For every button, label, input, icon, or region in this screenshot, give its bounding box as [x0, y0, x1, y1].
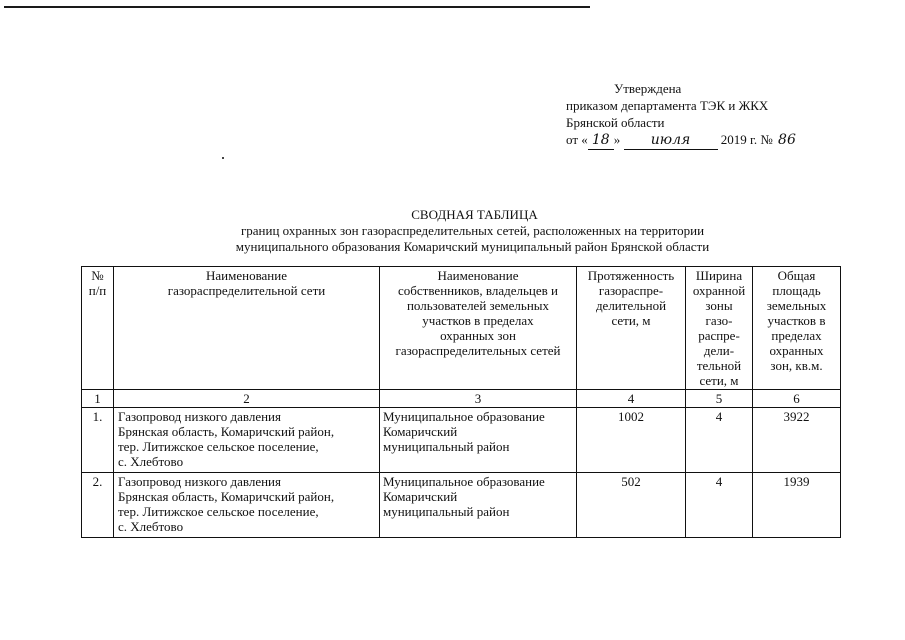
- area-cell: 1939: [753, 473, 841, 538]
- owner-cell: [380, 473, 577, 538]
- summary-table: [81, 266, 841, 538]
- width-cell: 4: [686, 473, 753, 538]
- column-number: 1: [82, 390, 114, 408]
- header-cell-number: [82, 267, 114, 390]
- header-cell-network: [114, 267, 380, 390]
- column-number: 4: [577, 390, 686, 408]
- header-text: Наименование собственников, владельцев и пользователей земельных участков в пределах охранных зон газораспределительных сетей: [395, 268, 561, 358]
- header-text: Наименование газораспределительной сети: [167, 268, 326, 298]
- handwritten-month: июля: [624, 132, 718, 150]
- column-number: 3: [380, 390, 577, 408]
- header-cell-length: [577, 267, 686, 390]
- column-number: 2: [114, 390, 380, 408]
- network-cell: [114, 473, 380, 538]
- header-text: № п/п: [88, 268, 107, 298]
- table-subtitle-line1: границ охранных зон газораспределительных сетей, расположенных на территории: [240, 223, 705, 238]
- approval-block: [566, 80, 796, 150]
- approval-region-line: Брянской области: [566, 115, 665, 130]
- table-heading: СВОДНАЯ ТАБЛИЦА: [411, 207, 538, 222]
- date-year: 2019 г.: [720, 132, 758, 147]
- width-cell: 4: [686, 408, 753, 473]
- top-rule: [4, 6, 590, 8]
- table-subtitle-line2: муниципального образования Комаричский муниципальный район Брянской области: [235, 239, 710, 254]
- header-cell-width: [686, 267, 753, 390]
- column-number: 5: [686, 390, 753, 408]
- area-cell: 3922: [753, 408, 841, 473]
- table-row: [82, 473, 841, 538]
- owner-text: Муниципальное образование Комаричский муниципальный район: [383, 474, 545, 519]
- length-cell: 502: [577, 473, 686, 538]
- date-quote-close: »: [613, 132, 621, 147]
- owner-cell: [380, 408, 577, 473]
- number-sign: №: [760, 132, 773, 147]
- column-number-row: [82, 390, 841, 408]
- header-cell-owners: [380, 267, 577, 390]
- scan-speck: [222, 157, 224, 159]
- header-text: Ширина охранной зоны газо- распре- дели- тельной сети, м: [692, 268, 746, 388]
- network-text: Газопровод низкого давления Брянская область, Комаричский район, тер. Литижское сельское поселение, с. Хлебтово: [118, 409, 335, 469]
- row-number: 1.: [82, 408, 114, 473]
- column-number: 6: [753, 390, 841, 408]
- date-prefix: от «: [566, 132, 588, 147]
- network-cell: [114, 408, 380, 473]
- owner-text: Муниципальное образование Комаричский муниципальный район: [383, 409, 545, 454]
- table-header-row: [82, 267, 841, 390]
- row-number: 2.: [82, 473, 114, 538]
- handwritten-day: 18: [588, 132, 614, 150]
- header-text: Протяженность газораспре- делительной сети, м: [587, 268, 675, 328]
- approval-title: Утверждена: [614, 81, 682, 96]
- header-text: Общая площадь земельных участков в пределах охранных зон, кв.м.: [766, 268, 827, 373]
- approval-date-line: [566, 131, 796, 150]
- length-cell: 1002: [577, 408, 686, 473]
- table-row: [82, 408, 841, 473]
- network-text: Газопровод низкого давления Брянская область, Комаричский район, тер. Литижское сельское поселение, с. Хлебтово: [118, 474, 335, 534]
- header-cell-area: [753, 267, 841, 390]
- approval-order-line: приказом департамента ТЭК и ЖКХ: [566, 98, 769, 113]
- handwritten-number: 86: [778, 132, 796, 148]
